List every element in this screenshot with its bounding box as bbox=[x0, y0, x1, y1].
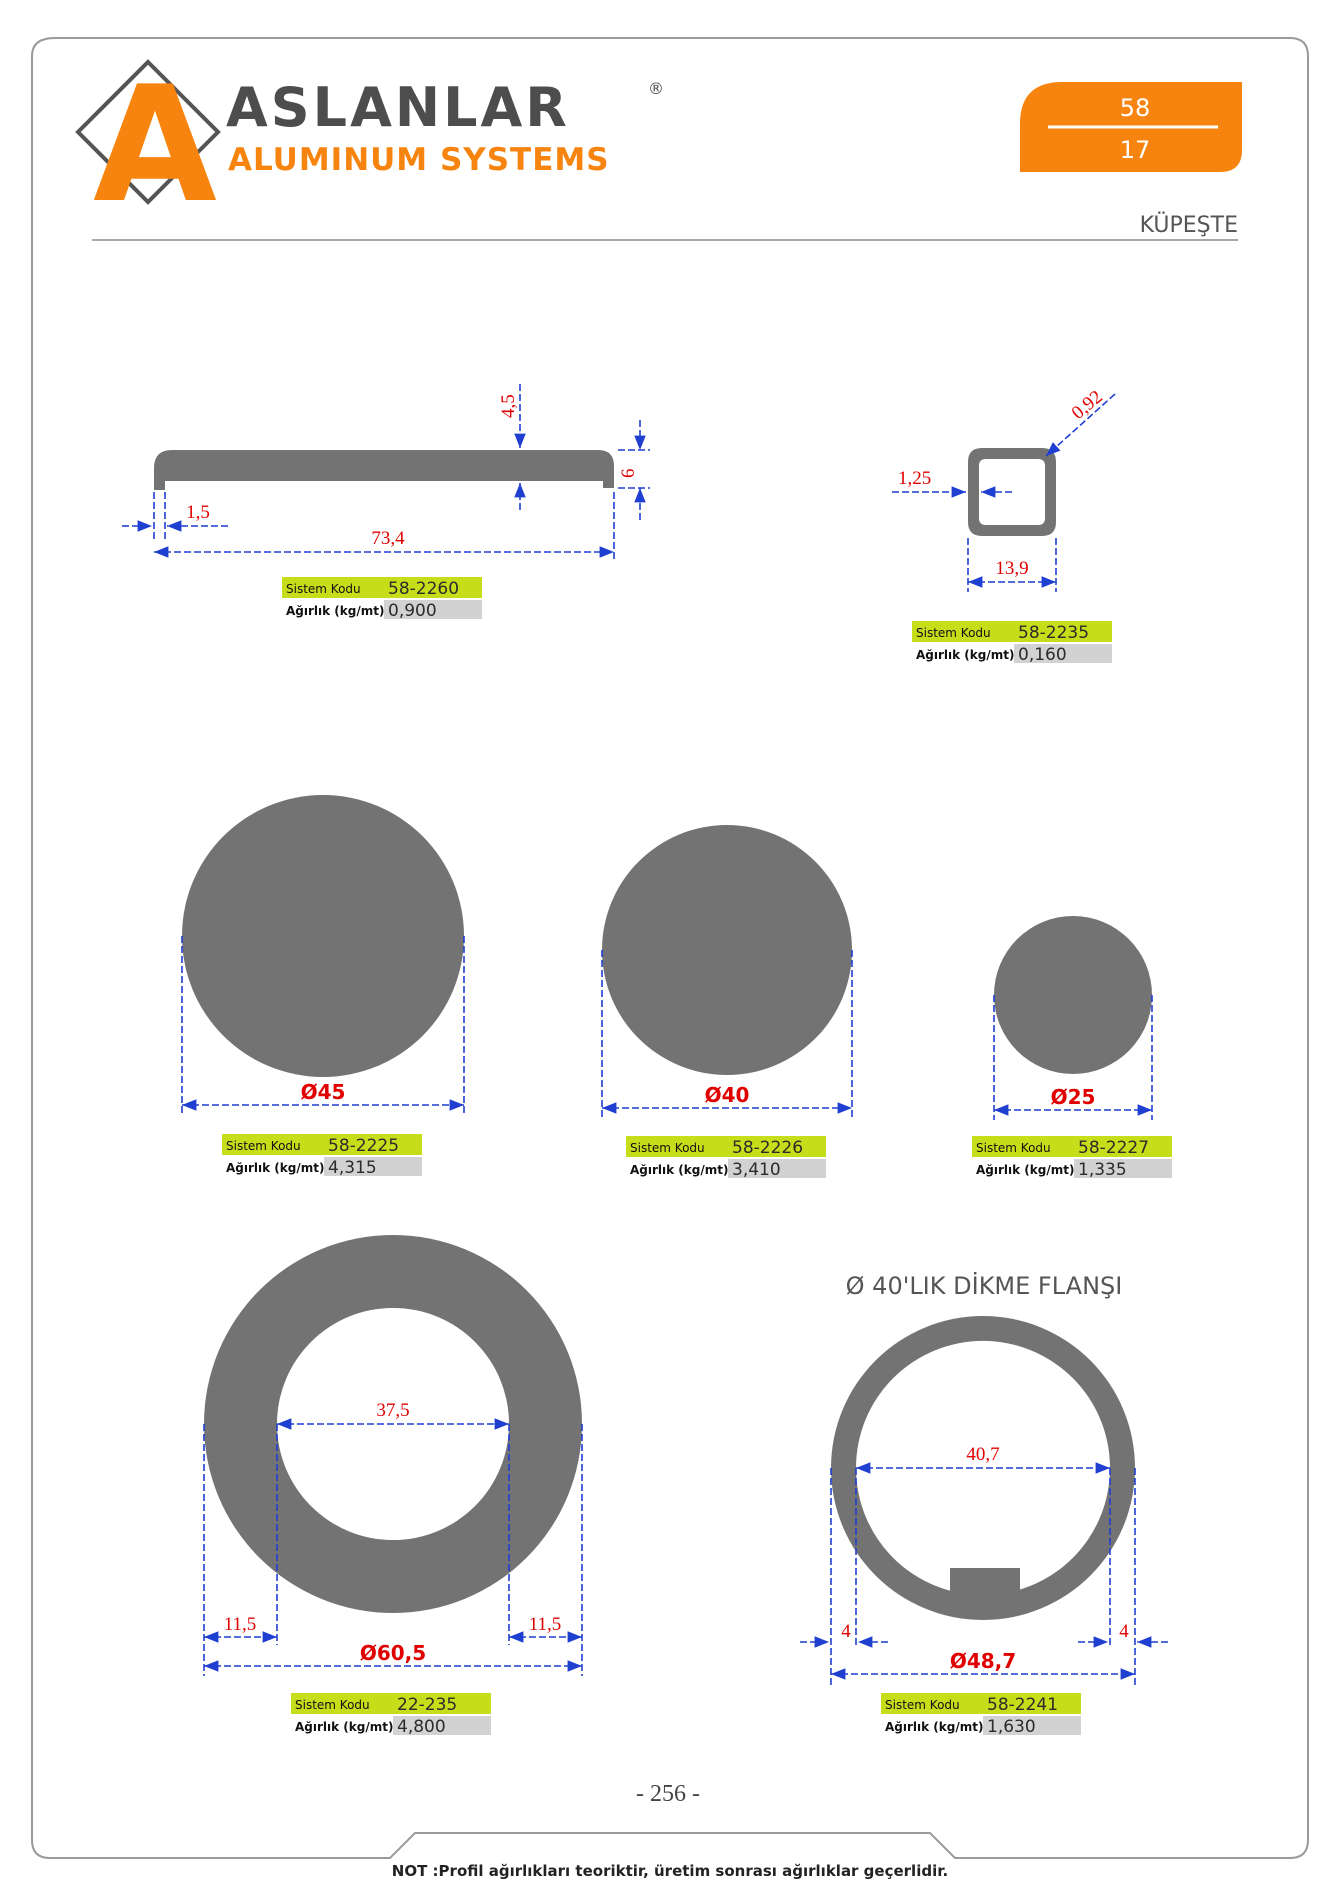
dim-edge: 6 bbox=[618, 468, 639, 478]
dim-radius: 0,92 bbox=[1067, 386, 1107, 424]
badge-top: 58 bbox=[1119, 94, 1151, 122]
badge-bottom: 17 bbox=[1119, 136, 1151, 164]
weight-value: 4,800 bbox=[397, 1717, 446, 1737]
weight-label: Ağırlık (kg/mt) bbox=[630, 1163, 729, 1177]
profile-rod-45 bbox=[182, 795, 464, 1178]
code-label: Sistem Kodu bbox=[226, 1139, 301, 1153]
weight-label: Ağırlık (kg/mt) bbox=[295, 1720, 394, 1734]
logo-letter: A bbox=[93, 51, 217, 238]
profile-handrail-cap bbox=[122, 384, 650, 621]
weight-value: 0,900 bbox=[388, 601, 437, 621]
brand-logo bbox=[78, 51, 664, 238]
code-value: 22-235 bbox=[397, 1695, 458, 1715]
code-label: Sistem Kodu bbox=[630, 1141, 705, 1155]
dim-left: 11,5 bbox=[223, 1614, 257, 1635]
page-badge bbox=[1020, 82, 1242, 172]
dim-diameter: Ø25 bbox=[1050, 1085, 1096, 1109]
rod-25-shape bbox=[994, 916, 1152, 1074]
dim-outer: Ø60,5 bbox=[359, 1641, 427, 1665]
weight-value: 0,160 bbox=[1018, 645, 1067, 665]
brand-tagline: ALUMINUM SYSTEMS bbox=[228, 142, 610, 178]
code-value: 58-2260 bbox=[388, 579, 460, 599]
weight-value: 1,630 bbox=[987, 1717, 1036, 1737]
rod-40-shape bbox=[602, 825, 852, 1075]
profile-ring-60 bbox=[204, 1235, 582, 1737]
code-label: Sistem Kodu bbox=[885, 1698, 960, 1712]
section-title: KÜPEŞTE bbox=[1139, 213, 1238, 238]
weight-label: Ağırlık (kg/mt) bbox=[286, 604, 385, 618]
dim-thickness: 4,5 bbox=[498, 394, 519, 418]
weight-label: Ağırlık (kg/mt) bbox=[885, 1720, 984, 1734]
dim-right: 11,5 bbox=[528, 1614, 562, 1635]
profile-rod-25 bbox=[972, 916, 1172, 1180]
weight-value: 4,315 bbox=[328, 1158, 377, 1178]
dim-left: 4 bbox=[841, 1621, 851, 1642]
code-value: 58-2227 bbox=[1078, 1138, 1150, 1158]
flange-title: Ø 40'LIK DİKME FLANŞI bbox=[845, 1272, 1123, 1300]
rod-45-shape bbox=[182, 795, 464, 1077]
code-value: 58-2225 bbox=[328, 1136, 400, 1156]
code-value: 58-2235 bbox=[1018, 623, 1090, 643]
profile-square-tube bbox=[892, 386, 1115, 665]
code-label: Sistem Kodu bbox=[976, 1141, 1051, 1155]
code-label: Sistem Kodu bbox=[286, 582, 361, 596]
profile-rod-40 bbox=[602, 825, 852, 1180]
dim-diameter: Ø45 bbox=[300, 1080, 346, 1104]
weight-label: Ağırlık (kg/mt) bbox=[226, 1161, 325, 1175]
code-label: Sistem Kodu bbox=[295, 1698, 370, 1712]
dim-width: 13,9 bbox=[995, 558, 1029, 579]
page-number: - 256 - bbox=[636, 1781, 700, 1807]
dim-width: 73,4 bbox=[371, 528, 405, 549]
dim-outer: Ø48,7 bbox=[949, 1649, 1017, 1673]
registered-mark: ® bbox=[648, 79, 664, 98]
dim-right: 4 bbox=[1119, 1621, 1129, 1642]
weight-label: Ağırlık (kg/mt) bbox=[916, 648, 1015, 662]
brand-name: ASLANLAR bbox=[226, 76, 570, 139]
footer-note: NOT :Profil ağırlıkları teoriktir, üretim sonrası ağırlıklar geçerlidir. bbox=[391, 1862, 949, 1880]
weight-label: Ağırlık (kg/mt) bbox=[976, 1163, 1075, 1177]
handrail-cap-shape bbox=[154, 450, 614, 490]
profile-flange-48 bbox=[800, 1271, 1168, 1737]
code-label: Sistem Kodu bbox=[916, 626, 991, 640]
code-value: 58-2241 bbox=[987, 1695, 1059, 1715]
dim-inner: 37,5 bbox=[376, 1400, 410, 1421]
dim-lip: 1,5 bbox=[186, 502, 210, 523]
code-value: 58-2226 bbox=[732, 1138, 804, 1158]
dim-inner: 40,7 bbox=[966, 1444, 1000, 1465]
dim-wall: 1,25 bbox=[898, 468, 932, 489]
weight-value: 1,335 bbox=[1078, 1160, 1127, 1180]
flange-tab bbox=[950, 1568, 1020, 1596]
dim-diameter: Ø40 bbox=[704, 1083, 750, 1107]
weight-value: 3,410 bbox=[732, 1160, 781, 1180]
